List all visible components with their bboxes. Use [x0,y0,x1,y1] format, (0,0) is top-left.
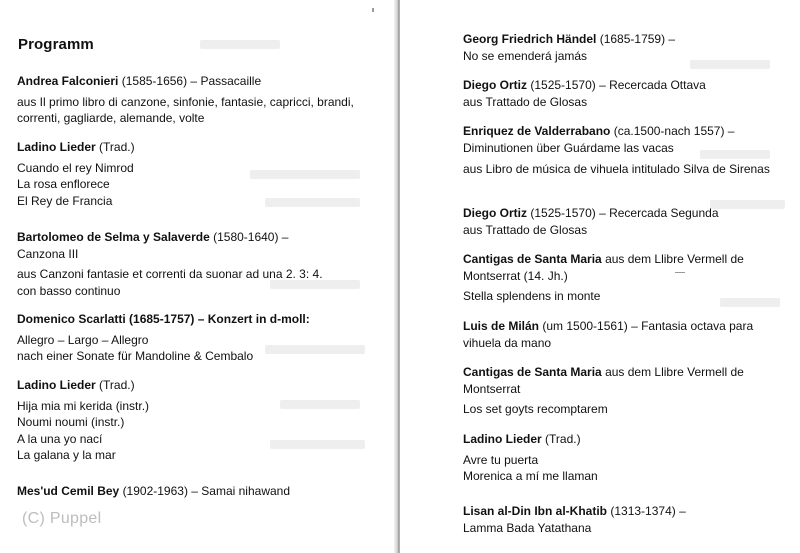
composer-name: Ladino Lieder [17,140,96,154]
entry-subtitle: Lamma Bada Yatathana [463,520,592,535]
piece-title: El Rey de Francia [17,193,113,208]
program-entry [463,364,781,418]
entry-detail: (1525-1570) – Recercada Segunda [530,206,719,220]
entry-description: aus Canzoni fantasie et correnti da suonar ad una 2. 3: 4. con basso continuo [17,267,323,298]
piece-title: Noumi noumi (instr.) [17,415,125,429]
entry-heading [463,205,788,222]
left-page [0,0,396,553]
composer-name: Andrea Falconieri [17,74,119,88]
entry-heading [17,483,372,500]
program-entry [463,77,788,110]
program-entry [463,431,788,485]
composer-name: Georg Friedrich Händel [463,32,597,46]
entry-detail: (ca.1500-nach 1557) – [613,124,735,138]
entry-heading [463,503,788,520]
entry-heading [463,251,781,284]
program-entry [17,73,372,127]
program-entry [17,483,372,500]
entry-detail: (Trad.) [545,432,581,446]
entry-detail: (Trad.) [99,378,135,392]
entry-subtitle: aus Trattado de Glosas [463,94,588,109]
entry-detail: aus dem Llibre Vermell de Montserrat (14. Jh.) [463,252,744,283]
scan-speck [675,272,685,273]
entry-heading [17,377,372,394]
entry-detail: (1585-1656) – Passacaille [121,74,262,88]
piece-title: Hija mia mi kerida (instr.) [17,398,150,413]
composer-name: Bartolomeo de Selma y Salaverde [17,230,210,244]
piece-title: Cuando el rey Nimrod [17,160,134,175]
piece-title: La galana y la mar [17,448,116,462]
entry-heading [463,123,788,140]
program-entry [463,205,788,238]
program-entry [17,377,372,464]
composer-name: Mes'ud Cemil Bey [17,484,120,498]
entry-detail: (1902-1963) – Samai nihawand [122,484,291,498]
composer-name: Enriquez de Valderrabano [463,124,611,138]
piece-title: A la una yo nací [17,431,103,446]
entry-subtitle: aus Trattado de Glosas [463,222,588,237]
show-through-mark [200,40,280,49]
entry-description: Los set goyts recomptarem [463,402,608,416]
scan-speck [372,8,374,12]
entry-description: Stella splendens in monte [463,289,601,303]
entry-detail: aus dem Llibre Vermell de Montserrat [463,365,744,396]
composer-name: Diego Ortiz [463,206,528,220]
entry-heading [463,31,788,48]
entry-detail: (1580-1640) – Canzona III [17,230,289,261]
program-entry [17,229,337,299]
entry-heading [17,73,372,90]
entry-heading [463,77,788,94]
entry-detail: (1525-1570) – Recercada Ottava [530,78,706,92]
piece-title: Avre tu puerta [463,452,539,467]
program-entry [463,318,788,351]
entry-detail: (1685-1759) – [599,32,676,46]
program-entry [17,139,372,209]
program-title: Programm [18,36,94,53]
piece-title: nach einer Sonate für Mandoline & Cembalo [17,349,254,363]
entry-heading [463,364,781,397]
composer-name: Diego Ortiz [463,78,528,92]
program-entry [463,123,788,178]
composer-name: Ladino Lieder [463,432,542,446]
entry-detail: (Trad.) [99,140,135,154]
entry-description: aus Il primo libro di canzone, sinfonie, fantasie, capricci, brandi, correnti, gagliarde, alemande, volte [17,94,354,125]
piece-title: Morenica a mí me llaman [463,469,598,483]
entry-heading [17,139,372,156]
program-entry [463,503,788,536]
entry-detail: (um 1500-1561) – Fantasia octava para vihuela da mano [463,319,754,350]
program-entry [17,311,372,365]
entry-heading [17,229,337,262]
right-page [400,0,800,553]
entry-heading [463,431,788,448]
composer-name: Lisan al-Din Ibn al-Khatib [463,504,608,518]
piece-title: Allegro – Largo – Allegro [17,332,149,347]
entry-heading [17,311,372,328]
program-entry [463,31,788,64]
program-entry [463,251,781,305]
entry-description: aus Libro de música de vihuela intitulado Silva de Sirenas [463,162,770,176]
composer-name: Domenico Scarlatti (1685-1757) – Konzert in d-moll: [17,312,310,326]
composer-name: Cantigas de Santa Maria [463,365,602,379]
copyright-watermark: (C) Puppel [22,510,102,527]
composer-name: Luis de Milán [463,319,540,333]
entry-subtitle: Diminutionen über Guárdame las vacas [463,140,674,155]
entry-detail: (1313-1374) – [610,504,686,518]
entry-heading [463,318,788,351]
composer-name: Cantigas de Santa Maria [463,252,602,266]
entry-subtitle: No se emenderá jamás [463,48,588,63]
composer-name: Ladino Lieder [17,378,96,392]
piece-title: La rosa enflorece [17,177,110,191]
